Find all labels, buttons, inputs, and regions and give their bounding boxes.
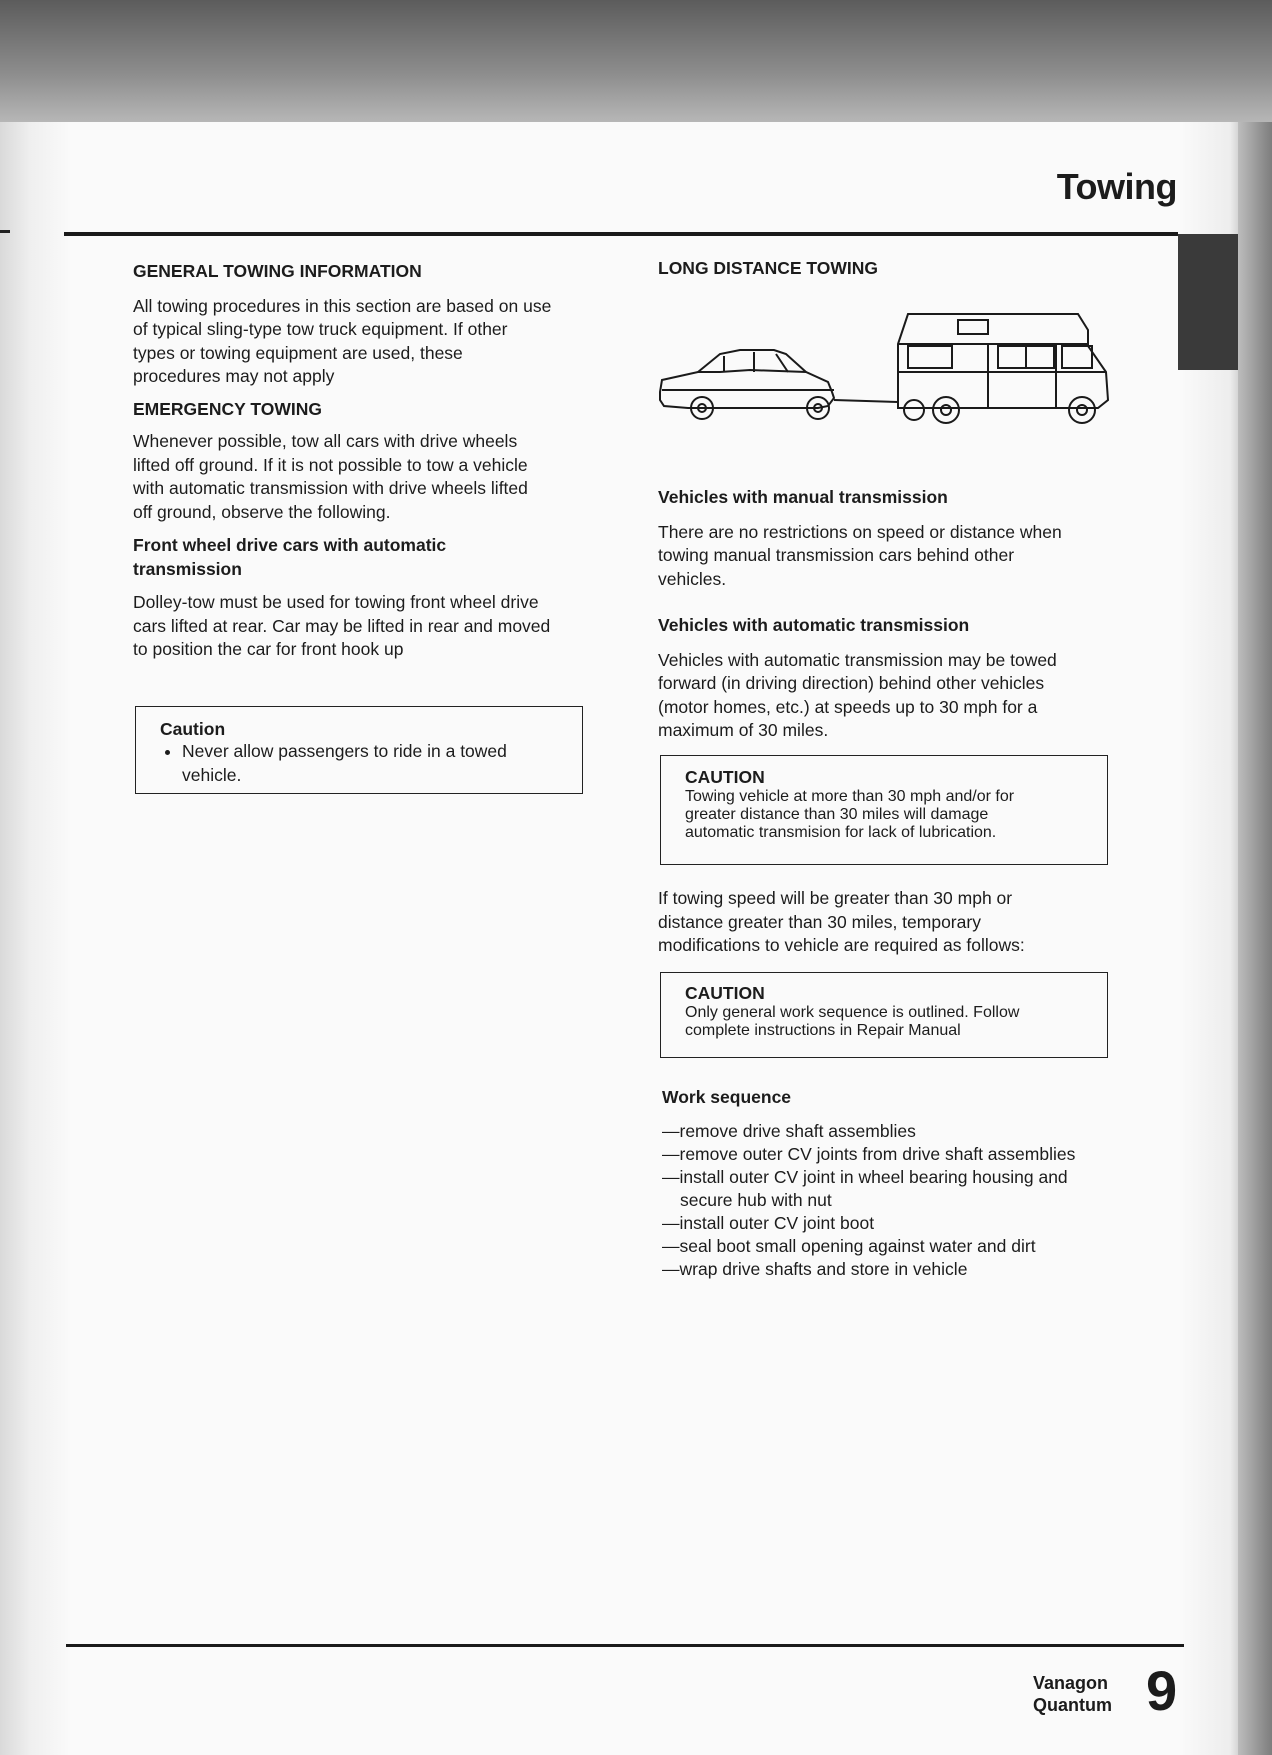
automatic-transmission-heading: Vehicles with automatic transmission	[658, 615, 970, 635]
page-number: 9	[1146, 1659, 1178, 1722]
if-towing-text	[658, 887, 1118, 958]
text-line: There are no restrictions on speed or distance when	[658, 521, 1062, 542]
caution-box-work-sequence	[660, 972, 1108, 1058]
text-line: off ground, observe the following.	[133, 501, 391, 522]
list-item: —remove drive shaft assemblies	[662, 1120, 916, 1141]
text-line: Towing vehicle at more than 30 mph and/or for	[685, 788, 1015, 805]
automatic-transmission-text	[658, 649, 1118, 743]
text-line: Never allow passengers to ride in a towed	[182, 741, 507, 761]
text-line: vehicle.	[182, 764, 242, 785]
work-sequence-section	[662, 1086, 1122, 1281]
emergency-towing-text	[133, 430, 588, 524]
text-line: Only general work sequence is outlined. Follow	[685, 1004, 1020, 1021]
front-wheel-text	[133, 591, 588, 662]
caution-title: Caution	[160, 719, 226, 739]
text-line: lifted off ground. If it is not possible to tow a vehicle	[133, 454, 528, 475]
text-line: procedures may not apply	[133, 366, 335, 386]
header-rule	[64, 232, 1178, 236]
tow-bar	[834, 400, 898, 402]
long-distance-heading: LONG DISTANCE TOWING	[658, 258, 879, 278]
text-line: modifications to vehicle are required as follows:	[658, 935, 1025, 955]
text-line: types or towing equipment are used, these	[133, 342, 463, 363]
page-title: Towing	[1056, 166, 1177, 207]
text-line: (motor homes, etc.) at speeds up to 30 mph for a	[658, 696, 1038, 717]
footer-model-names	[1033, 1672, 1112, 1716]
manual-transmission-heading: Vehicles with manual transmission	[658, 487, 948, 507]
list-item: —remove outer CV joints from drive shaft assemblies	[662, 1143, 1076, 1164]
caution-item	[182, 740, 582, 787]
heading-line: transmission	[133, 558, 242, 579]
text-line: greater distance than 30 miles will damage	[685, 806, 989, 823]
manual-transmission-section	[658, 486, 1118, 743]
text-line: Whenever possible, tow all cars with drive wheels	[133, 431, 518, 451]
text-line: complete instructions in Repair Manual	[685, 1022, 961, 1039]
text-line: of typical sling-type tow truck equipment. If other	[133, 319, 508, 339]
caution-list	[160, 740, 582, 787]
text-line: with automatic transmission with drive wheels lifted	[133, 478, 528, 498]
caution-box-passengers	[135, 706, 583, 794]
section-tab	[1178, 234, 1238, 370]
motorhome-rear-wheel	[933, 397, 959, 423]
text-line: All towing procedures in this section are based on use	[133, 295, 552, 316]
text-line: automatic transmision for lack of lubrication.	[685, 824, 997, 841]
text-line: If towing speed will be greater than 30 mph or	[658, 888, 1013, 908]
text-line: vehicles.	[658, 568, 727, 589]
emergency-towing-heading: EMERGENCY TOWING	[133, 398, 322, 419]
list-item: —wrap drive shafts and store in vehicle	[662, 1258, 968, 1279]
list-item: —seal boot small opening against water and dirt	[662, 1235, 1036, 1256]
text-line: Dolley-tow must be used for towing front wheel drive	[133, 592, 539, 612]
list-item: —install outer CV joint boot	[662, 1212, 875, 1233]
page-edge-shadow	[1238, 122, 1272, 1755]
front-wheel-heading	[133, 534, 588, 581]
general-towing-heading: GENERAL TOWING INFORMATION	[133, 261, 422, 281]
work-sequence-list	[662, 1120, 1122, 1281]
text-line: cars lifted at rear. Car may be lifted in rear and moved	[133, 615, 551, 636]
text-line: towing manual transmission cars behind other	[658, 545, 1015, 565]
general-towing-text	[133, 295, 588, 389]
motorhome-front-wheel	[1069, 397, 1095, 423]
footer-model-vanagon: Vanagon	[1033, 1673, 1109, 1693]
long-distance-section	[658, 257, 1118, 281]
text-line: Vehicles with automatic transmission may be towed	[658, 649, 1057, 670]
manual-transmission-text	[658, 521, 1118, 592]
towed-car-roof	[698, 350, 806, 372]
caution-title: CAUTION	[685, 767, 765, 787]
work-sequence-heading: Work sequence	[662, 1087, 792, 1107]
caution-box-speed	[660, 755, 1108, 865]
general-towing-section	[133, 260, 588, 662]
text-line: forward (in driving direction) behind other vehicles	[658, 673, 1045, 693]
footer-model-quantum: Quantum	[1033, 1695, 1112, 1715]
scan-top-shadow	[0, 0, 1272, 125]
binding-mark	[0, 230, 10, 233]
list-item: —install outer CV joint in wheel bearing housing and secure hub with nut	[662, 1166, 1068, 1210]
caution-title: CAUTION	[685, 983, 765, 1003]
motorhome-body	[898, 314, 1108, 408]
footer-rule	[66, 1644, 1184, 1647]
text-line: to position the car for front hook up	[133, 639, 404, 659]
motorhome-towing-car-illustration	[658, 310, 1138, 440]
heading-line: Front wheel drive cars with automatic	[133, 535, 447, 555]
text-line: maximum of 30 miles.	[658, 720, 829, 740]
text-line: distance greater than 30 miles, temporary	[658, 911, 981, 932]
